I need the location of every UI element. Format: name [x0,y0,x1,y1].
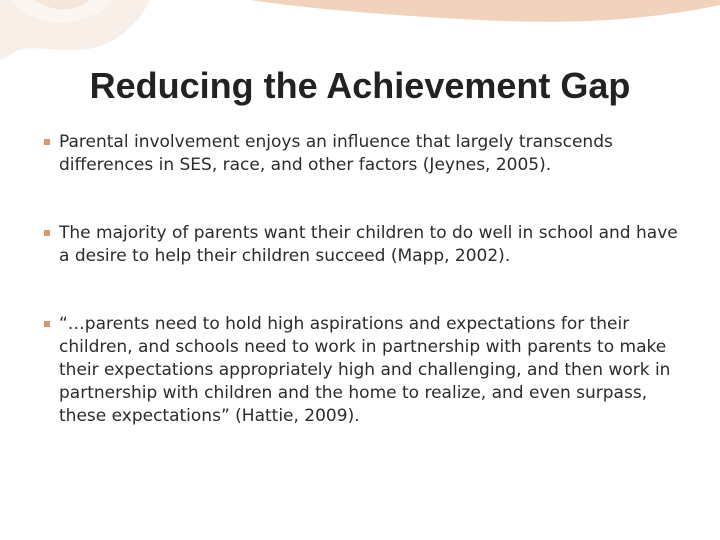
bullet-item [44,222,684,268]
bullet-item [44,131,684,177]
square-bullet-icon [44,321,50,327]
bullet-list [44,131,684,428]
square-bullet-icon [44,230,50,236]
slide-title: Reducing the Achievement Gap [89,65,631,106]
square-bullet-icon [44,139,50,145]
bullet-text: “…parents need to hold high aspirations and expectations for their children, and schools need to work in partnership with parents to make their expectations appropriately high and challenging, and then work in partnership with children and the home to realize, and even surpass, these expectations” (Hattie, 2009). [59,314,671,426]
bullet-item [44,313,684,428]
bullet-text: The majority of parents want their children to do well in school and have a desire to help their children succeed (Mapp, 2002). [59,223,678,266]
bullet-text: Parental involvement enjoys an influence that largely transcends differences in SES, race, and other factors (Jeynes, 2005). [59,132,613,175]
header-swirl-decoration [0,0,720,70]
